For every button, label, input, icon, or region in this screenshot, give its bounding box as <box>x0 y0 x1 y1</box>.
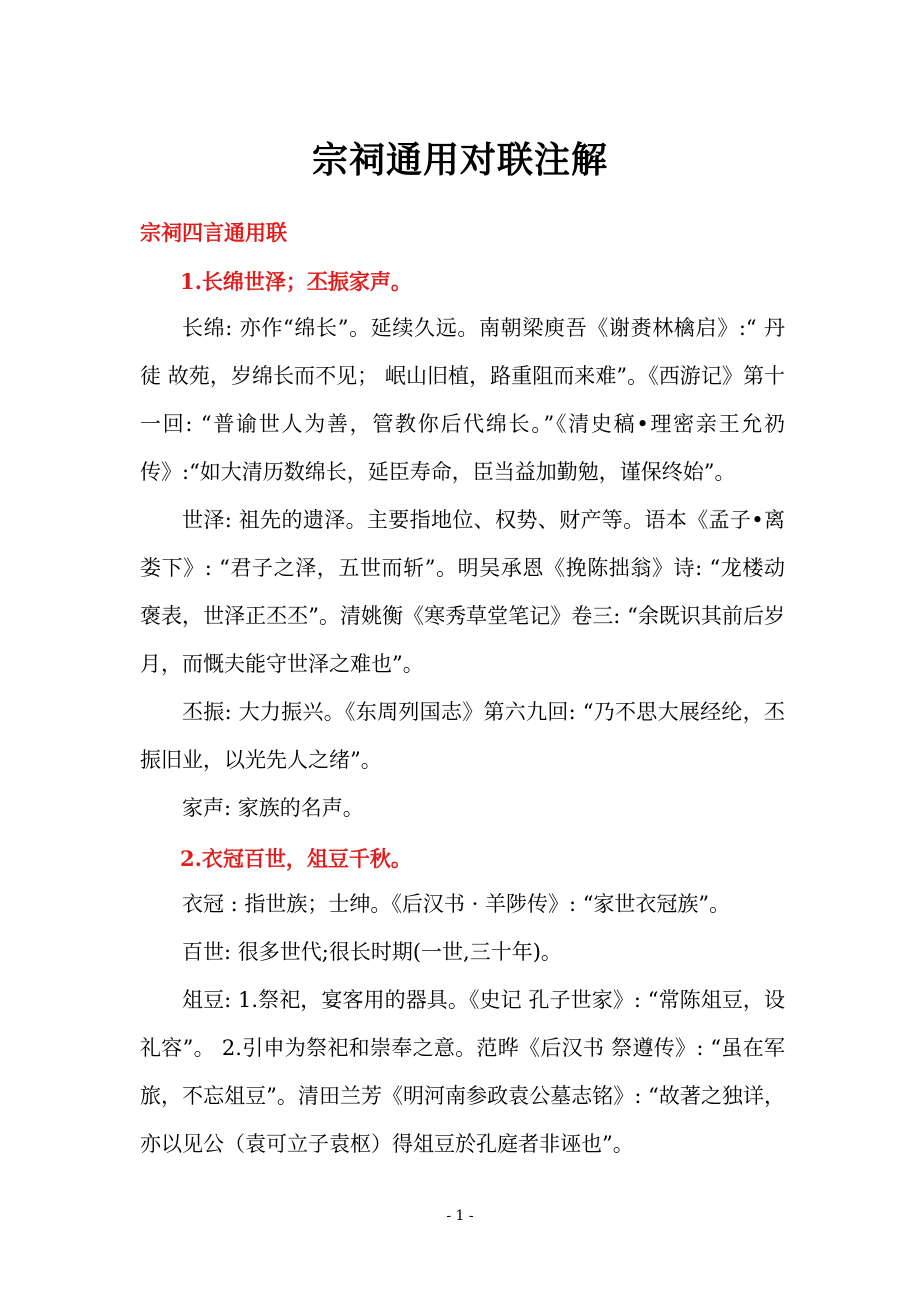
couplet-heading-2: 2.衣冠百世，俎豆千秋。 <box>180 846 412 871</box>
document-title: 宗祠通用对联注解 <box>311 139 608 182</box>
note-paragraph-yiguan: 衣冠 : 指世族；士绅。《后汉书 · 羊陟传》: “家世衣冠族”。 <box>182 892 731 916</box>
couplet-heading-1: 1.长绵世泽；丕振家声。 <box>180 269 412 294</box>
note-paragraph-zudou: 俎豆: 1.祭祀，宴客用的器具。《史记 孔子世家》: “常陈俎豆，设礼容”。 2.引申为祭祀和崇奉之意。范晔《后汉书 祭遵传》: “虽在军旅，不忘俎豆”。清田兰芳《明河南参政袁公墓志铭》: “故著之独详，亦以见公（袁可立子袁枢）得俎豆於孔庭者非诬也”。 <box>140 988 785 1156</box>
note-paragraph-pizhen: 丕振: 大力振兴。《东周列国志》第六九回: “乃不思大展经纶，丕振旧业，以光先人之绪”。 <box>140 700 785 772</box>
section-heading: 宗祠四言通用联 <box>140 220 287 245</box>
note-paragraph-shize: 世泽: 祖先的遗泽。主要指地位、权势、财产等。语本《孟子•离娄下》: “君子之泽，五世而斩”。明吴承恩《挽陈拙翁》诗: “龙楼动褒表，世泽正丕丕”。清姚衡《寒秀草堂笔记》卷三: “余既识其前后岁月，而慨夫能守世泽之难也”。 <box>140 508 785 676</box>
note-paragraph-changmian: 长绵: 亦作“绵长”。延续久远。南朝梁庾吾《谢赉林檎启》:“ 丹徒 故苑，岁绵长而不见； 岷山旧植，路重阻而来难”。《西游记》第十一回: “普谕世人为善，管教你后代绵长。”《清史稿•理密亲王允礽传》:“如大清历数绵长，延臣寿命，臣当益加勤勉，谨保终始”。 <box>140 316 785 484</box>
note-paragraph-jiasheng: 家声: 家族的名声。 <box>182 796 364 820</box>
page-number: - 1 - <box>446 1208 474 1224</box>
note-paragraph-baishi: 百世: 很多世代;很长时期(一世,三十年)。 <box>182 940 562 964</box>
